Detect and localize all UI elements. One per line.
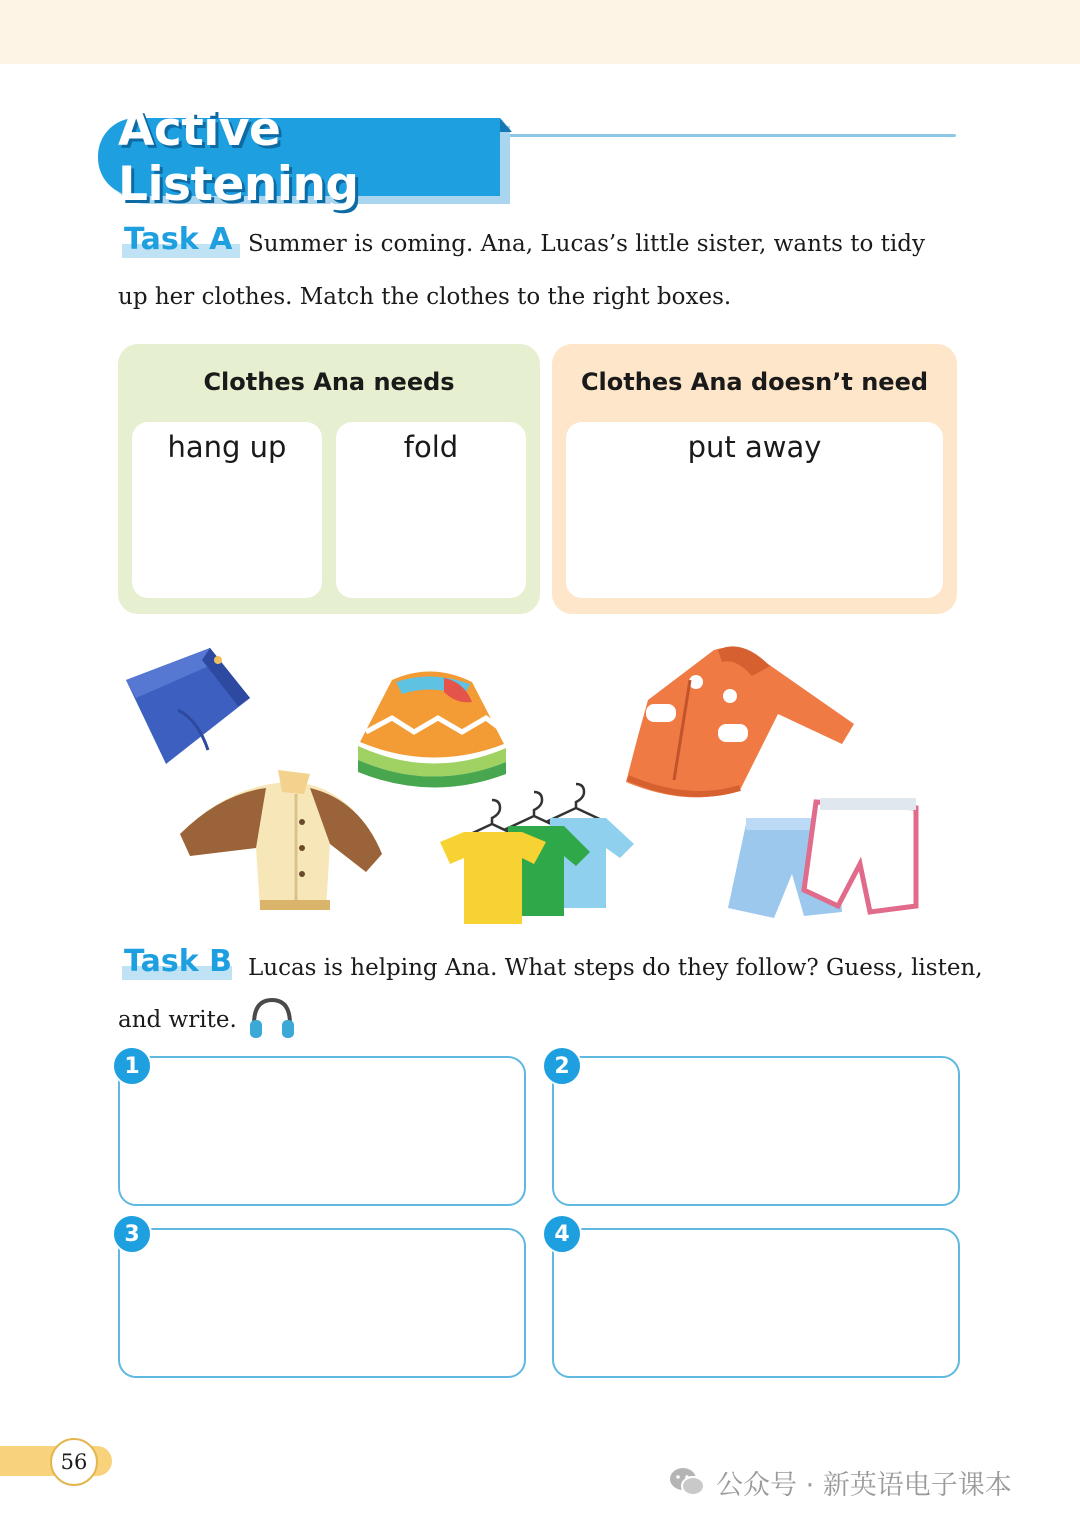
- task-a-heading: [124, 222, 232, 257]
- step-number-1: 1: [112, 1046, 152, 1086]
- needs-header: Clothes Ana needs: [203, 368, 455, 396]
- fold-box[interactable]: [336, 422, 526, 598]
- page-number: 56: [50, 1438, 98, 1486]
- put-away-label: put away: [687, 430, 822, 464]
- task-b-heading: [124, 944, 232, 979]
- not-needs-panel: [552, 344, 957, 614]
- fold-label: fold: [403, 430, 459, 464]
- task-a-line-2: up her clothes. Match the clothes to the right boxes.: [118, 284, 732, 310]
- title-rule: [500, 134, 956, 137]
- not-needs-header: Clothes Ana doesn’t need: [580, 368, 929, 396]
- t-shirts-on-hangers-icon[interactable]: [430, 778, 640, 928]
- section-banner: [98, 102, 500, 212]
- step-box-3[interactable]: [118, 1228, 526, 1378]
- step-number-2: 2: [542, 1046, 582, 1086]
- task-a-line-1: Summer is coming. Ana, Lucas’s little sister, wants to tidy: [248, 231, 925, 257]
- task-b-line-2: and write.: [118, 1007, 237, 1033]
- watermark: [668, 1462, 1012, 1502]
- wechat-icon: [668, 1466, 706, 1498]
- step-box-4[interactable]: [552, 1228, 960, 1378]
- hang-up-label: hang up: [167, 430, 287, 464]
- headphones-icon[interactable]: [248, 996, 296, 1040]
- banner-corner: [500, 118, 512, 132]
- step-box-1[interactable]: [118, 1056, 526, 1206]
- top-band: [0, 0, 1080, 64]
- task-b-label: Task B: [124, 944, 232, 979]
- hang-up-box[interactable]: [132, 422, 322, 598]
- task-a-label: Task A: [124, 222, 233, 257]
- step-number-3: 3: [112, 1214, 152, 1254]
- task-b-line-1: Lucas is helping Ana. What steps do they follow? Guess, listen,: [248, 955, 983, 981]
- put-away-box[interactable]: [566, 422, 943, 598]
- jeans-icon[interactable]: [118, 640, 268, 770]
- shorts-icon[interactable]: [720, 794, 930, 924]
- step-box-2[interactable]: [552, 1056, 960, 1206]
- baseball-jacket-icon[interactable]: [170, 764, 390, 914]
- watermark-text: 公众号 · 新英语电子课本: [716, 1469, 1012, 1501]
- section-title: Active Listening: [118, 102, 359, 212]
- step-number-4: 4: [542, 1214, 582, 1254]
- needs-panel: [118, 344, 540, 614]
- winter-coat-icon[interactable]: [618, 640, 863, 805]
